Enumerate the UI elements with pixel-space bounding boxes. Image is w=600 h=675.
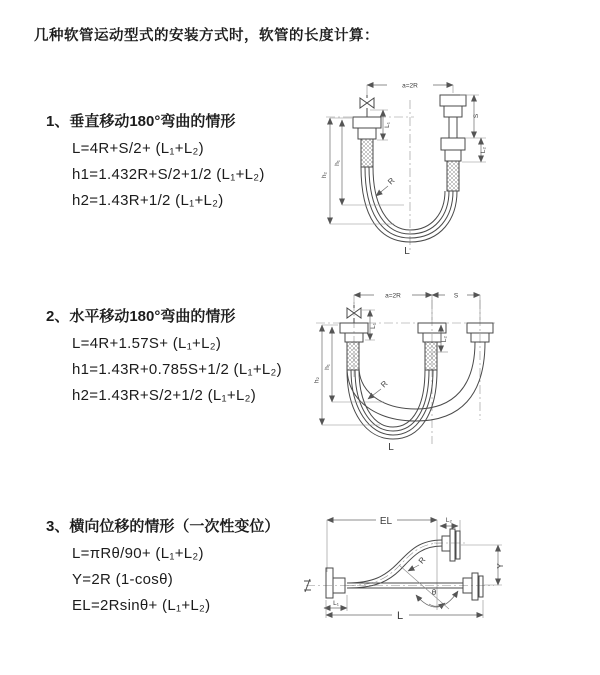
dim-label-l2: L₂ [441, 335, 448, 343]
dim-label-a2r: a=2R [402, 82, 418, 90]
dim-label-a2r: a=2R [385, 292, 401, 300]
dim-label-l2: L₂ [480, 146, 487, 154]
right-pipe-fitting [440, 95, 466, 191]
dim-label-s: S [453, 292, 459, 300]
dim-label-l: L [396, 610, 404, 622]
dim-label-h2: h₂ [321, 171, 328, 179]
upper-flange [442, 529, 460, 561]
diagram-lateral-displacement [296, 505, 600, 667]
diagram-vertical-180-bend [308, 70, 588, 268]
radius-callout [368, 379, 390, 399]
left-pipe-fitting [353, 117, 381, 167]
dimension-s [460, 95, 486, 138]
section-vertical-bend [46, 110, 265, 209]
dim-label-l2: L₂ [445, 517, 453, 524]
formula-el: EL=2Rsinθ+ (L₁+L₂) [72, 597, 211, 614]
section-horizontal-bend [46, 305, 282, 404]
angle-construction [399, 565, 458, 609]
valve-icon [360, 95, 374, 117]
dim-label-s: S [473, 113, 480, 119]
centerlines [306, 543, 494, 586]
dim-label-h2: h₂ [313, 376, 321, 384]
hose-u-bend [361, 167, 457, 242]
formula-l: L=πRθ/90+ (L₁+L₂) [72, 545, 204, 562]
formula-l: L=4R+S/2+ (L₁+L₂) [72, 140, 204, 157]
left-pipe-fitting [340, 323, 368, 370]
left-flange [326, 568, 345, 598]
hose-s-curve [347, 540, 442, 588]
formula-h2: h2=1.43R+S/2+1/2 (L₁+L₂) [72, 387, 257, 404]
dim-label-l-total: L [404, 246, 410, 257]
radius-callout [376, 176, 397, 196]
formula-l: L=4R+1.57S+ (L₁+L₂) [72, 335, 222, 352]
radius-callout [408, 555, 428, 571]
formula-y: Y=2R (1-cosθ) [72, 571, 174, 588]
dim-label-h1: h₁ [334, 160, 341, 166]
dimension-a2r [367, 83, 453, 96]
dim-label-r: R [416, 555, 428, 566]
dim-label-l-total: L [388, 442, 394, 453]
hose-u-bend-original [347, 370, 437, 439]
dim-label-l1: L₁ [384, 122, 391, 128]
section-3-heading: 3、横向位移的情形（一次性变位） [46, 518, 280, 535]
dim-label-h1: h₁ [324, 364, 331, 370]
dimension-l2 [462, 138, 487, 162]
section-2-heading: 2、水平移动180°弯曲的情形 [46, 308, 236, 325]
dim-label-l1: L₁ [333, 600, 339, 607]
centerlines [326, 100, 414, 250]
formula-h1: h1=1.43R+0.785S+1/2 (L₁+L₂) [72, 361, 282, 378]
formula-h2: h2=1.43R+1/2 (L₁+L₂) [72, 192, 224, 209]
diagram-horizontal-180-bend [308, 282, 588, 462]
section-lateral-displacement [46, 515, 279, 614]
dim-label-r: R [379, 379, 390, 390]
dimension-l-total [326, 600, 483, 622]
formula-h1: h1=1.432R+S/2+1/2 (L₁+L₂) [72, 166, 265, 183]
dimension-l1 [362, 310, 377, 340]
dimension-a2r [354, 293, 480, 321]
dim-label-r: R [386, 176, 397, 187]
dim-label-theta: θ [431, 588, 437, 597]
dim-label-l1: L₁ [370, 323, 377, 329]
page-title: 几种软管运动型式的安装方式时，软管的长度计算： [34, 28, 379, 44]
dimension-l1 [324, 595, 347, 611]
dim-label-el: EL [379, 516, 393, 527]
dim-label-y: Y [496, 563, 505, 569]
section-1-heading: 1、垂直移动180°弯曲的情形 [46, 113, 236, 130]
